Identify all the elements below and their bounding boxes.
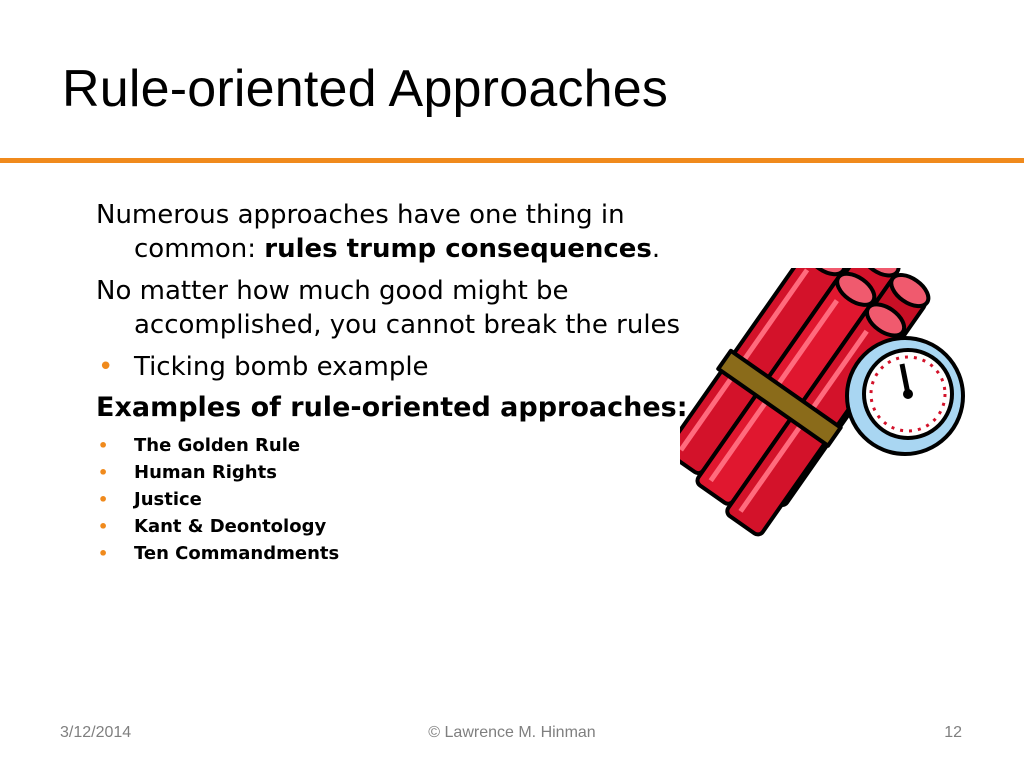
para1-text: Numerous approaches have one thing in common: [96, 200, 625, 264]
footer-copyright: © Lawrence M. Hinman [428, 724, 596, 741]
paragraph-no-matter: No matter how much good might be accomplished, you cannot break the rules [96, 276, 681, 340]
examples-list [96, 432, 696, 567]
list-item [96, 513, 696, 540]
list-item-text: The Golden Rule [134, 435, 301, 456]
ticking-bomb-icon [680, 268, 990, 548]
footer-date: 3/12/2014 [60, 724, 132, 741]
slide-title: Rule-oriented Approaches [62, 60, 669, 118]
bullet-ticking-bomb-text: Ticking bomb example [134, 352, 429, 382]
bullet-dot: • [98, 463, 109, 482]
para1-tail: . [651, 234, 661, 264]
slide-body [96, 198, 696, 567]
bullet-ticking-bomb [96, 350, 696, 384]
para1-bold: rules trump consequences [264, 234, 652, 264]
footer-page-number: 12 [944, 724, 962, 741]
list-item [96, 486, 696, 513]
title-divider [0, 158, 1024, 163]
bullet-dot: • [98, 436, 109, 455]
bullet-dot: • [98, 544, 109, 563]
examples-heading: Examples of rule-oriented approaches: [96, 392, 688, 423]
list-item [96, 540, 696, 567]
list-item [96, 432, 696, 459]
list-item-text: Justice [134, 489, 202, 510]
list-item-text: Human Rights [134, 462, 277, 483]
paragraph-rules-trump [96, 198, 696, 266]
list-item [96, 459, 696, 486]
list-item-text: Kant & Deontology [134, 516, 327, 537]
list-item-text: Ten Commandments [134, 543, 340, 564]
bullet-dot: • [98, 352, 114, 382]
bullet-dot: • [98, 490, 109, 509]
bullet-dot: • [98, 517, 109, 536]
